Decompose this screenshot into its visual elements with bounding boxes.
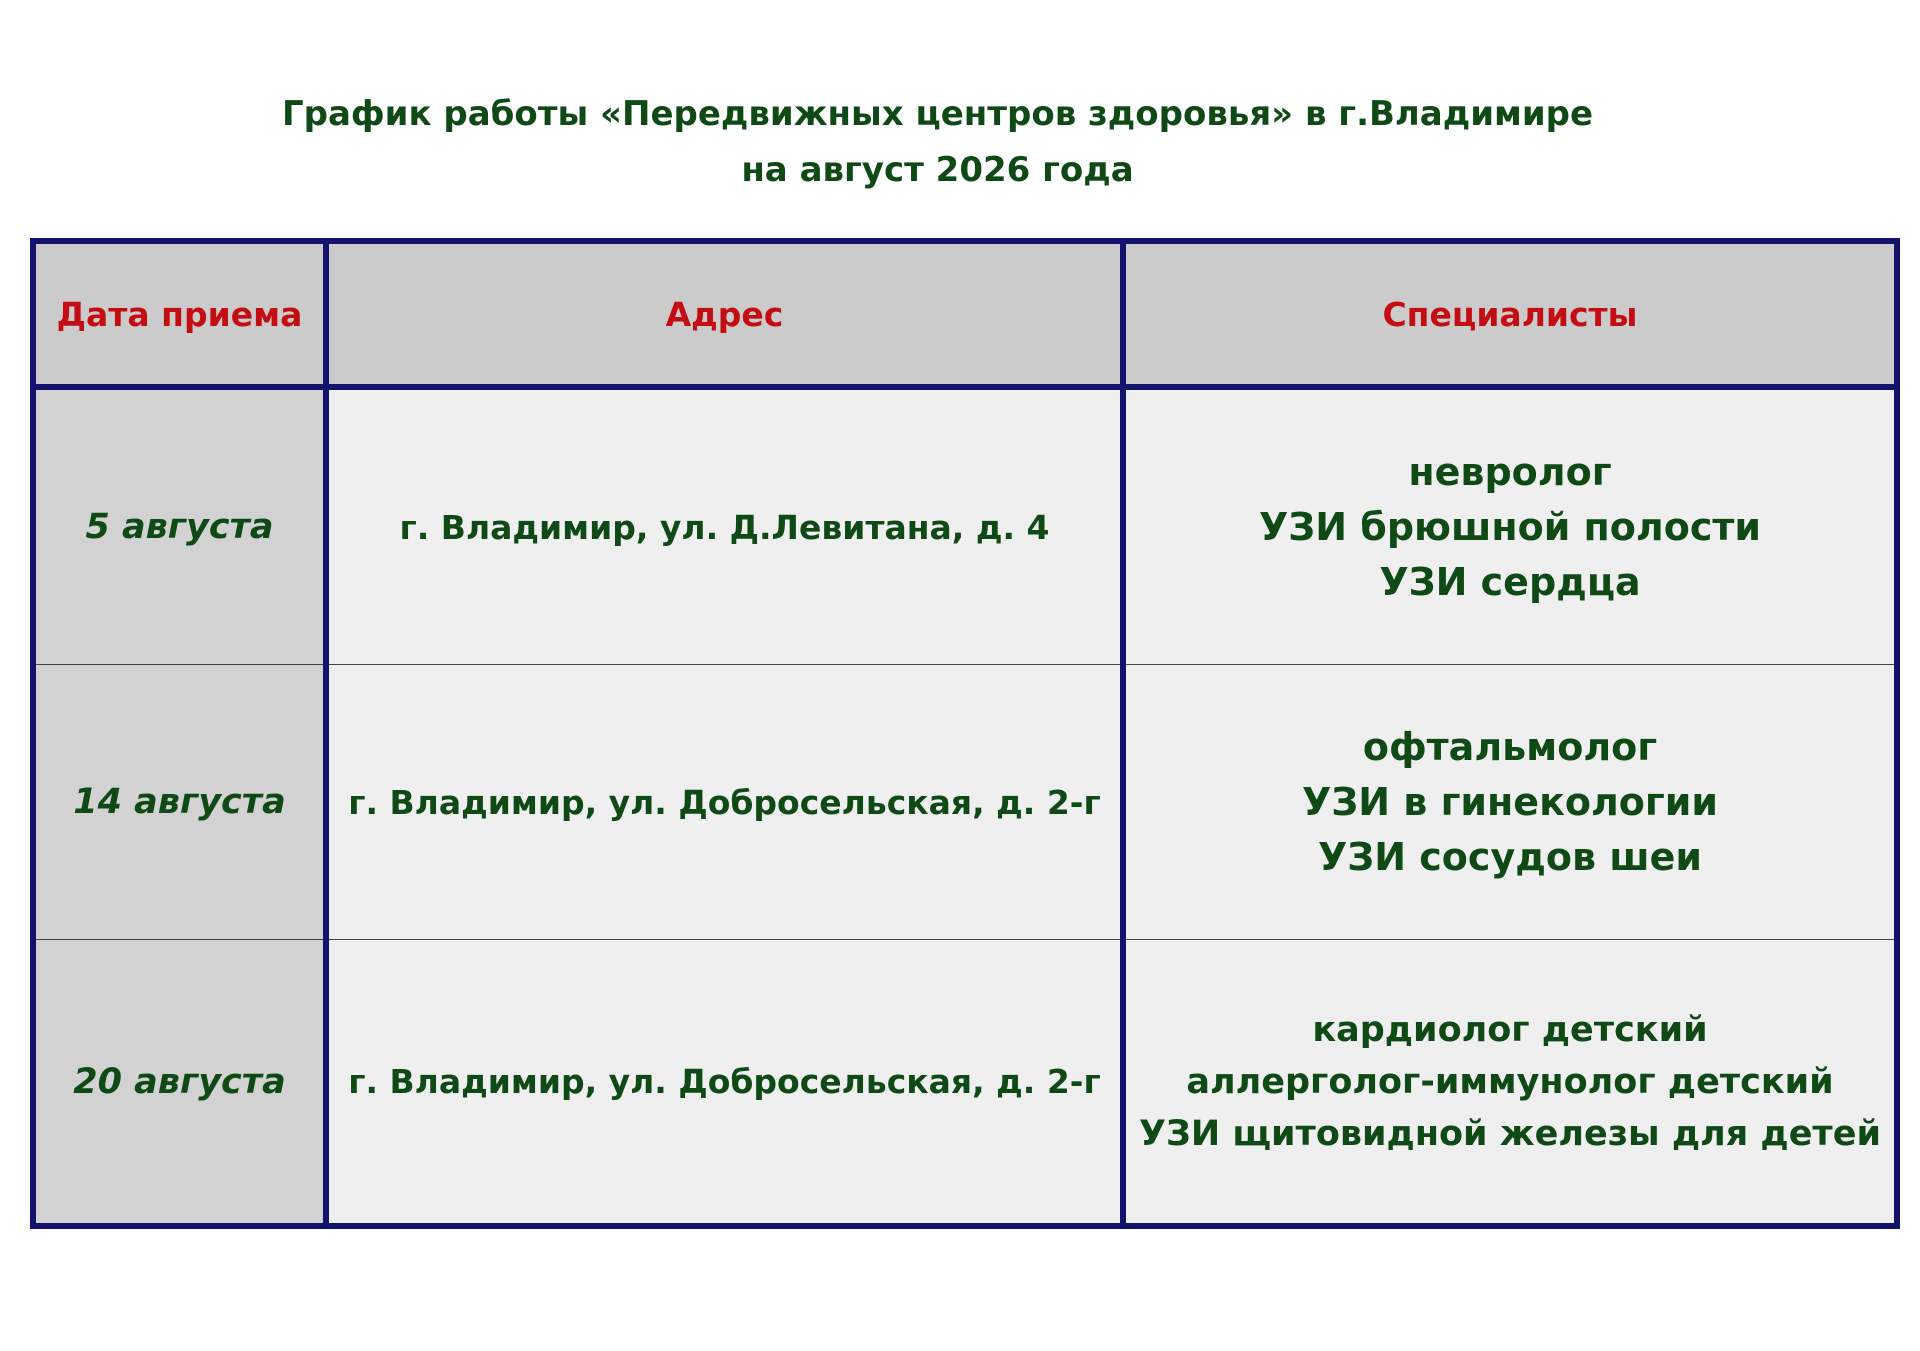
specialist-item: УЗИ щитовидной железы для детей [1139, 1113, 1881, 1154]
specialist-item: кардиолог детский [1312, 1009, 1708, 1050]
table-header-row [33, 241, 1897, 387]
table-row [33, 665, 1897, 940]
header-date: Дата приема [33, 241, 326, 387]
specialists-cell [1123, 940, 1897, 1227]
date-cell: 20 августа [33, 940, 326, 1227]
page-title [0, 86, 1875, 198]
specialist-item: невролог [1408, 449, 1612, 494]
table-row [33, 387, 1897, 665]
title-line-1: График работы «Передвижных центров здоровья» в г.Владимире [281, 94, 1594, 134]
address-cell: г. Владимир, ул. Добросельская, д. 2-г [326, 940, 1123, 1227]
specialist-item: УЗИ в гинекологии [1301, 779, 1719, 824]
specialists-cell [1123, 665, 1897, 940]
table-row [33, 940, 1897, 1227]
title-line-2: на август 2026 года [741, 150, 1134, 190]
specialist-item: УЗИ брюшной полости [1258, 504, 1762, 549]
specialist-item: УЗИ сосудов шеи [1317, 834, 1703, 879]
specialist-item: офтальмолог [1362, 724, 1658, 769]
header-address: Адрес [326, 241, 1123, 387]
specialist-item: аллерголог-иммунолог детский [1186, 1061, 1834, 1102]
date-cell: 5 августа [33, 387, 326, 665]
address-cell: г. Владимир, ул. Добросельская, д. 2-г [326, 665, 1123, 940]
specialists-cell [1123, 387, 1897, 665]
address-cell: г. Владимир, ул. Д.Левитана, д. 4 [326, 387, 1123, 665]
date-cell: 14 августа [33, 665, 326, 940]
header-specialists: Специалисты [1123, 241, 1897, 387]
schedule-table [30, 238, 1900, 1229]
specialist-item: УЗИ сердца [1379, 559, 1641, 604]
